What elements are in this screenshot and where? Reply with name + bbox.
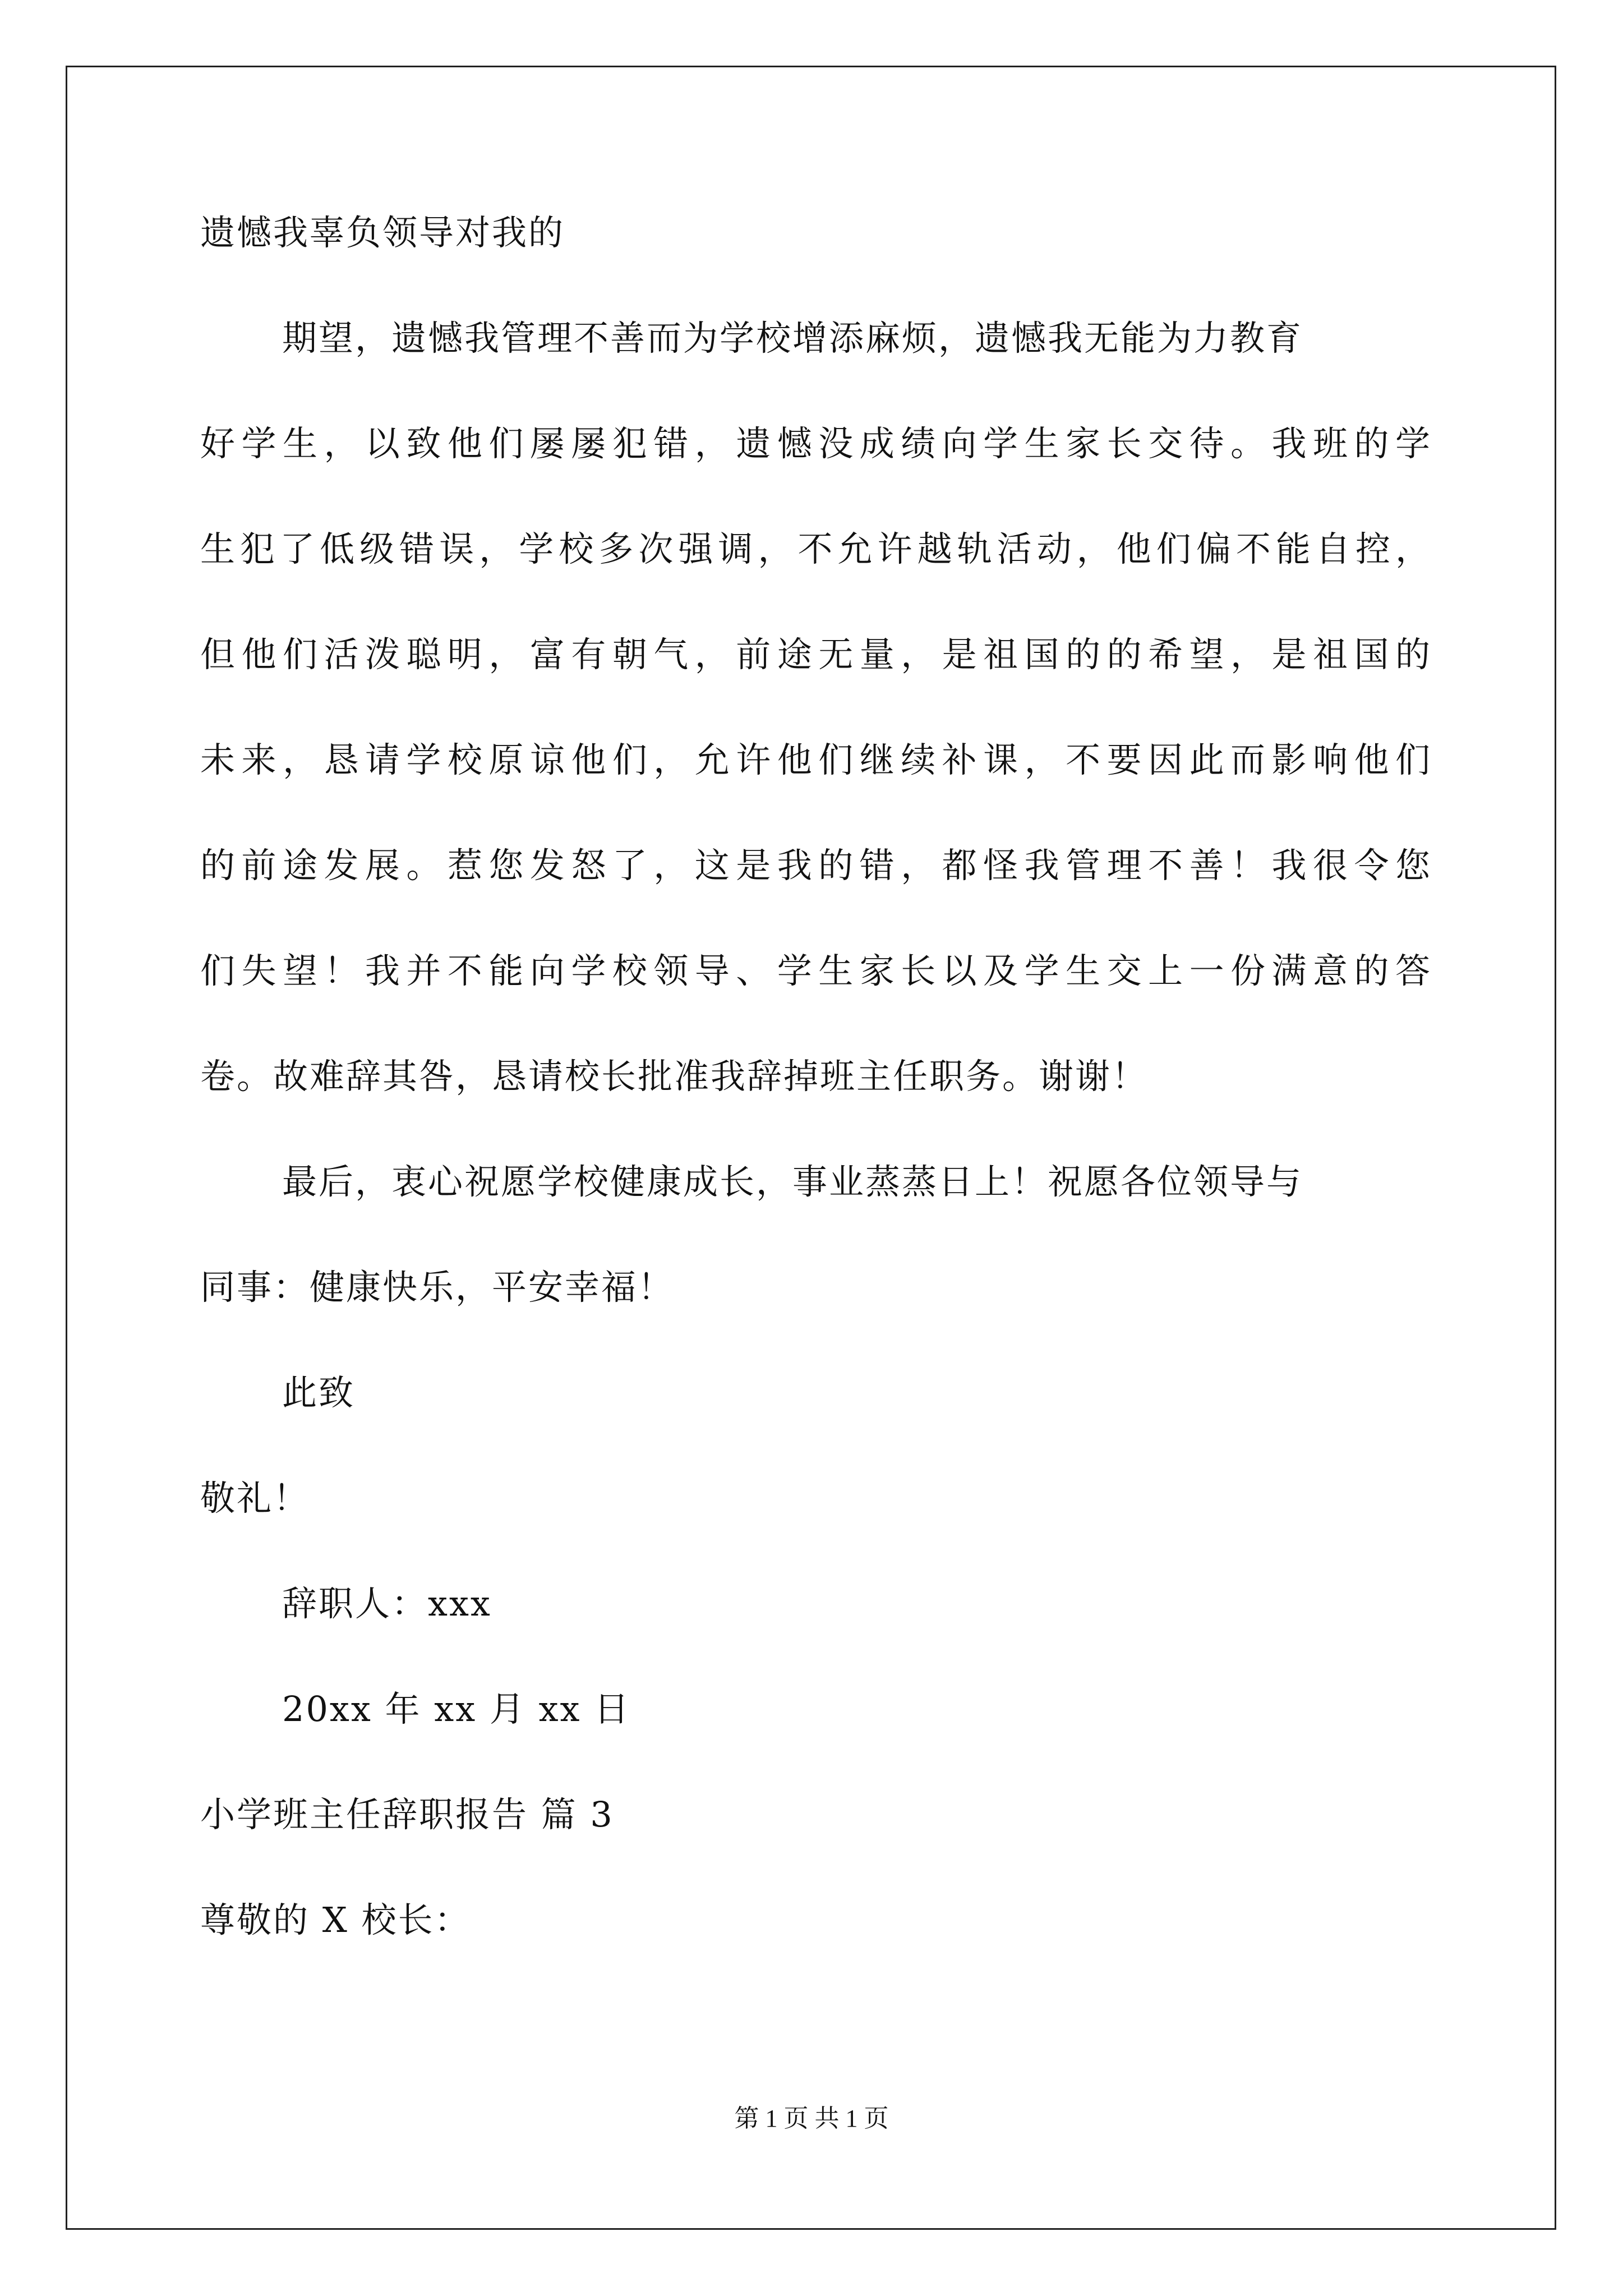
paragraph-regret-line-8: 卷。故难辞其咎，恳请校长批准我辞掉班主任职务。谢谢！ [200,1056,1149,1097]
text-line-closing-fragment: 遗憾我辜负领导对我的 [200,212,565,253]
paragraph-regret-line-6: 的前途发展。惹您发怒了，这是我的错，都怪我管理不善！我很令您 [200,845,1432,886]
letter-greeting: 尊敬的 X 校长： [200,1899,471,1940]
salutation-jingli: 敬礼！ [200,1478,310,1519]
paragraph-wishes-line-1: 最后，衷心祝愿学校健康成长，事业蒸蒸日上！祝愿各位领导与 [282,1161,1303,1202]
paragraph-regret-line-3: 生犯了低级错误，学校多次强调，不允许越轨活动，他们偏不能自控， [200,528,1432,569]
paragraph-regret-line-5: 未来，恳请学校原谅他们，允许他们继续补课，不要因此而影响他们 [200,739,1432,780]
signature-date: 20xx 年 xx 月 xx 日 [282,1688,631,1729]
signature-name: 辞职人：xxx [282,1583,492,1624]
paragraph-wishes-line-2: 同事：健康快乐，平安幸福！ [200,1267,675,1308]
page-number-footer: 第 1 页 共 1 页 [734,2105,889,2132]
section-title: 小学班主任辞职报告 篇 3 [200,1794,614,1835]
salutation-cizhi: 此致 [282,1372,356,1413]
paragraph-regret-line-2: 好学生，以致他们屡屡犯错，遗憾没成绩向学生家长交待。我班的学 [200,423,1432,464]
paragraph-regret-line-1: 期望，遗憾我管理不善而为学校增添麻烦，遗憾我无能为力教育 [282,318,1303,358]
paragraph-regret-line-4: 但他们活泼聪明，富有朝气，前途无量，是祖国的的希望，是祖国的 [200,634,1432,675]
paragraph-regret-line-7: 们失望！我并不能向学校领导、学生家长以及学生交上一份满意的答 [200,950,1432,991]
